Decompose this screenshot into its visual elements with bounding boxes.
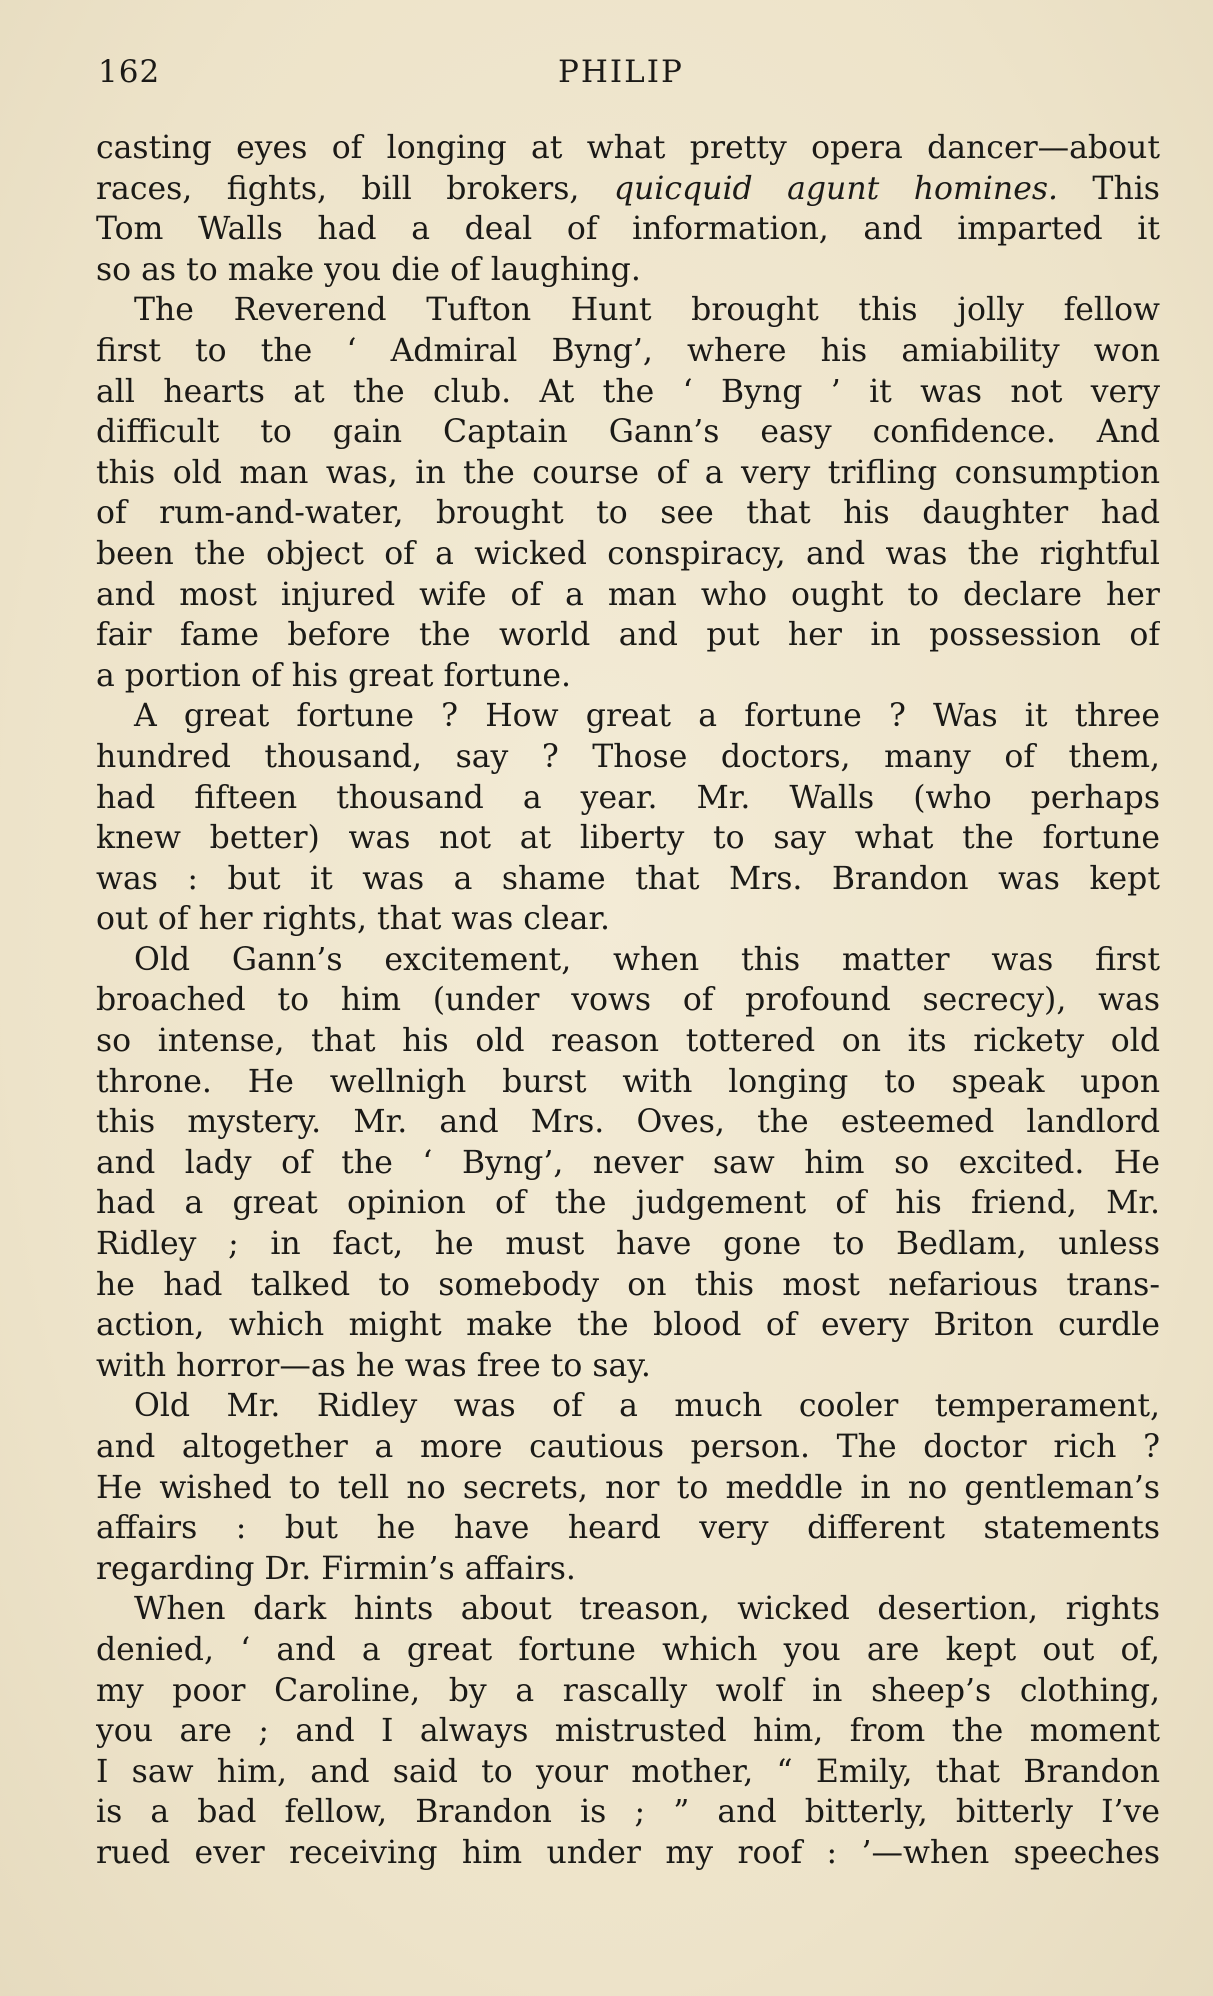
text-line: A great fortune ? How great a fortune ? Was it three <box>134 698 1160 735</box>
text-line: all hearts at the club. At the ‘ Byng ’ it was not very <box>96 373 1160 410</box>
text-line: knew better) was not at liberty to say what the fortune <box>96 820 1160 857</box>
text-line: my poor Caroline, by a rascally wolf in sheep’s clothing, <box>96 1672 1160 1709</box>
text-line: casting eyes of longing at what pretty opera dancer—about <box>96 130 1160 166</box>
text-line: rued ever receiving him under my roof : ’—when speeches <box>96 1834 1160 1871</box>
text-line: When dark hints about treason, wicked desertion, rights <box>134 1591 1160 1628</box>
italic-latin-phrase: quicquid agunt homines. <box>613 170 1059 207</box>
text-line: first to the ‘ Admiral Byng’, where his amiability won <box>96 332 1160 369</box>
text-line <box>96 169 1160 210</box>
text-line: a portion of his great fortune. <box>96 657 572 694</box>
text-line: affairs : but he have heard very different statements <box>96 1510 1160 1547</box>
text-line: I saw him, and said to your mother, “ Emily, that Brandon <box>96 1753 1160 1790</box>
text-line: broached to him (under vows of profound secrecy), was <box>96 982 1160 1019</box>
running-head <box>98 54 1158 94</box>
text-line: regarding Dr. Firmin’s affairs. <box>96 1550 576 1587</box>
text-line: so intense, that his old reason tottered on its rickety old <box>96 1023 1160 1060</box>
text-line: Old Mr. Ridley was of a much cooler temperament, <box>134 1388 1160 1425</box>
text-line: had a great opinion of the judgement of his friend, Mr. <box>96 1185 1160 1222</box>
text-line: Tom Walls had a deal of information, and imparted it <box>96 211 1160 248</box>
text-line: and lady of the ‘ Byng’, never saw him so excited. He <box>96 1144 1160 1181</box>
running-title: PHILIP <box>558 54 684 90</box>
text-line: difficult to gain Captain Gann’s easy confidence. And <box>96 414 1160 451</box>
text-line: this old man was, in the course of a very trifling consumption <box>96 454 1160 491</box>
text-line: Ridley ; in fact, he must have gone to Bedlam, unless <box>96 1226 1160 1263</box>
text-segment: This <box>1058 170 1160 207</box>
text-line: been the object of a wicked conspiracy, and was the rightful <box>96 535 1160 572</box>
text-line: He wished to tell no secrets, nor to meddle in no gentleman’s <box>96 1469 1160 1506</box>
text-segment: races, fights, bill brokers, <box>96 170 614 207</box>
text-line: throne. He wellnigh burst with longing to speak upon <box>96 1063 1160 1100</box>
text-line: had fifteen thousand a year. Mr. Walls (who perhaps <box>96 779 1160 816</box>
text-line: was : but it was a shame that Mrs. Brandon was kept <box>96 860 1160 897</box>
text-line: this mystery. Mr. and Mrs. Oves, the esteemed landlord <box>96 1104 1160 1141</box>
text-line: with horror—as he was free to say. <box>96 1347 651 1384</box>
text-line: of rum-and-water, brought to see that his daughter had <box>96 495 1160 532</box>
text-line: Old Gann’s excitement, when this matter was first <box>134 941 1160 978</box>
text-line: is a bad fellow, Brandon is ; ” and bitterly, bitterly I’ve <box>96 1794 1160 1831</box>
text-line: he had talked to somebody on this most nefarious trans- <box>96 1266 1160 1303</box>
text-line: fair fame before the world and put her in possession of <box>96 617 1160 654</box>
text-line: you are ; and I always mistrusted him, from the moment <box>96 1713 1160 1750</box>
text-line: and altogether a more cautious person. The doctor rich ? <box>96 1429 1160 1465</box>
text-line: The Reverend Tufton Hunt brought this jolly fellow <box>134 292 1160 329</box>
body-text <box>96 128 1160 1874</box>
text-line: out of her rights, that was clear. <box>96 901 611 938</box>
text-line: hundred thousand, say ? Those doctors, many of them, <box>96 738 1160 775</box>
page-number: 162 <box>98 54 161 90</box>
text-line: action, which might make the blood of every Briton curdle <box>96 1307 1160 1344</box>
text-line: and most injured wife of a man who ought to declare her <box>96 576 1160 613</box>
text-line: denied, ‘ and a great fortune which you are kept out of, <box>96 1631 1160 1668</box>
text-line: so as to make you die of laughing. <box>96 251 641 288</box>
